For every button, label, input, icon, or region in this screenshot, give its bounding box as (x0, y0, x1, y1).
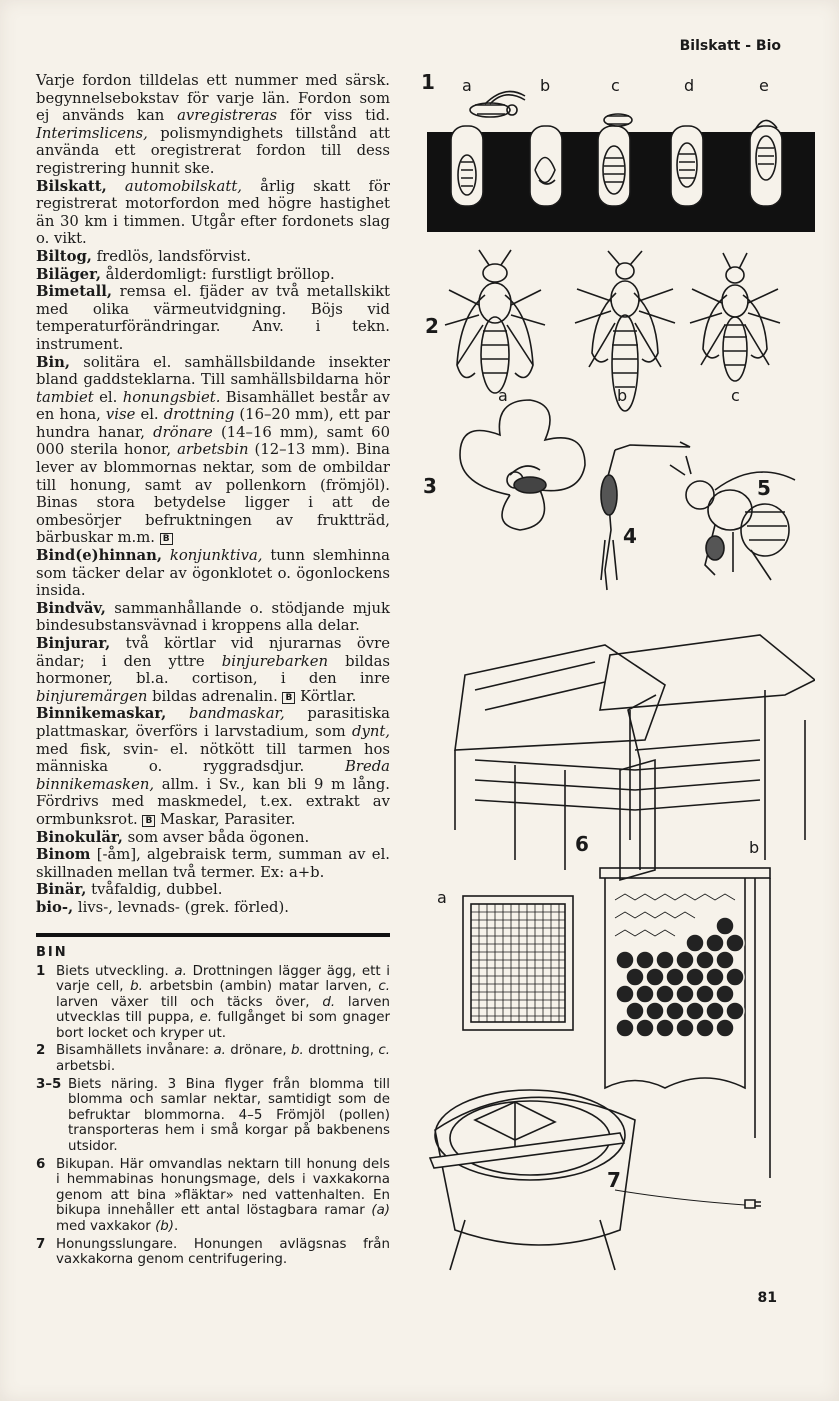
entry-text: Interimslicens, (36, 124, 148, 142)
entry-text: Drottningen lägger ägg, ett i varje cell, (56, 963, 390, 995)
caption-number: 2 (36, 1043, 46, 1059)
entry-text: Körtlar. (295, 687, 357, 705)
figure-2-sub-a: a (498, 386, 508, 405)
entry-text: Honungsslungare. Honungen avlägsnas från vaxkakorna genom centrifugering. (56, 1236, 390, 1268)
entry-text: fredlös, landsförvist. (91, 247, 252, 265)
entry-text: drottning, (303, 1043, 379, 1059)
entry-text: honungsbiet. (122, 388, 221, 406)
entry-text: . (174, 1219, 179, 1234)
caption-title: BIN (36, 944, 68, 960)
running-head: Bilskatt - Bio (679, 38, 781, 54)
entry-text: bildas hormoner, bl.a. cortison, i den inre (36, 652, 391, 688)
entry-text: larven växer till och täcks över, (56, 994, 323, 1010)
cross-reference-icon: B (282, 692, 295, 704)
bee-illustrations (415, 70, 815, 1285)
entry-text: arbetsbin (ambin) matar larven, (142, 979, 379, 995)
entry-text: b. (130, 979, 143, 995)
entry-text: fullgånget bi som gnager bort locket och kryper ut. (56, 1010, 390, 1041)
entry-text: remsa el. fjäder av två metallskikt med olika värmeutvidgning. Böjs vid temperaturförändringar. Anv. i tekn. instrument. (36, 283, 390, 353)
dictionary-entry (36, 829, 390, 847)
figure-7-label: 7 (607, 1168, 621, 1192)
dictionary-entry (36, 899, 390, 917)
entry-text: med vaxkakor (56, 1219, 156, 1234)
entry-text: binjurebarken (221, 652, 329, 670)
entry-text: arbetsbin (177, 441, 249, 459)
entry-text: Maskar, Parasiter. (155, 810, 296, 828)
entry-text: (12–13 mm). Bina lever av blommornas nektar, som de ombildar till honung, samt av pollenkorn (frömjöl). Binas stora betydelse ligger i att de ombesörjer befruktningen av fruktträd, bärbuskar m.m. (36, 441, 390, 547)
figure-4-pollen-basket (601, 442, 690, 590)
figure-1-sub-a: a (462, 76, 472, 95)
figure-4-label: 4 (623, 524, 637, 548)
figure-1-label: 1 (421, 70, 435, 94)
entry-text: avregistreras (177, 107, 278, 125)
cross-reference-icon: B (142, 815, 155, 827)
entry-text (166, 705, 189, 722)
figure-5-bee-with-pollen (670, 456, 795, 580)
dictionary-entry (36, 881, 390, 899)
dictionary-entry (36, 178, 390, 248)
entry-text: vise (105, 406, 136, 424)
caption-item (36, 1043, 390, 1074)
entry-text: Biets näring. 3 Bina flyger från blomma till blomma och samlar nektar, samtidigt som de befruktar blommorna. 4–5 Frömjöl (pollen) transporteras hem i små korgar på bakbenens utsidor. (68, 1076, 390, 1155)
dictionary-entry (36, 635, 390, 705)
caption-item (36, 1077, 390, 1155)
entry-text: a. (174, 963, 187, 979)
figure-6-label: 6 (575, 832, 589, 856)
entry-text: parasitiska plattmaskar, överförs i larvstadium, som (36, 705, 390, 740)
figure-5-label: 5 (757, 476, 771, 500)
headword: Binom (36, 846, 91, 864)
entry-text: el. (93, 388, 123, 406)
entry-text: automobilskatt, (124, 177, 242, 195)
entry-text: årlig skatt för registrerat motorfordon med högre hastighet än 30 km i timmen. Utgår efter fordonets slag o. vikt. (36, 177, 390, 248)
entry-text: Varje fordon tilldelas ett nummer med särsk. begynnelsebokstav för varje län. Fordon som ej används kan (36, 72, 390, 125)
caption-number: 6 (36, 1156, 46, 1172)
caption-text (56, 964, 390, 1042)
entry-text: (14–16 mm), samt 60 000 sterila honor, (36, 423, 391, 459)
headword: Binnikemaskar, (36, 705, 167, 723)
caption-number: 3–5 (36, 1076, 62, 1092)
entry-text: (16–20 mm), ett par hundra hanar, (36, 406, 391, 441)
entry-text: arbetsbi. (56, 1059, 116, 1075)
entry-text: drönare, (225, 1043, 291, 1059)
caption-number: 7 (36, 1236, 46, 1252)
caption-item (36, 964, 390, 1042)
dictionary-entry (36, 72, 390, 178)
dictionary-entry (36, 846, 390, 881)
entry-text: drottning (163, 406, 235, 424)
figure-1-comb-section (427, 92, 815, 233)
dictionary-entry (36, 248, 390, 266)
headword: Bindväv, (36, 599, 106, 617)
entry-text: Breda binnikemasken, (36, 758, 390, 793)
entry-text (107, 178, 125, 195)
entry-text: med fisk, svin- el. nötkött till tarmen hos människa o. ryggradsdjur. (36, 740, 390, 776)
entry-text: bandmaskar, (188, 705, 285, 723)
cross-reference-icon: B (160, 533, 173, 545)
entry-text: binjuremärgen (36, 687, 148, 705)
figure-2-sub-c: c (731, 386, 740, 405)
page-number: 81 (757, 1290, 777, 1306)
entry-text: sammanhållande o. stödjande mjuk bindesubstansvävnad i kroppens alla delar. (36, 599, 390, 635)
entry-text: som avser båda ögonen. (122, 828, 310, 846)
entry-text: Biets utveckling. (56, 963, 175, 979)
entry-text: e. (199, 1010, 212, 1026)
figure-6a-frame (463, 896, 573, 1030)
entry-text (162, 547, 170, 564)
entry-text: b. (290, 1043, 304, 1059)
headword: Binokulär, (36, 828, 123, 846)
caption-rule (36, 933, 390, 937)
figure-7-honey-extractor (430, 1090, 761, 1270)
caption-text (56, 1043, 390, 1074)
entry-text: för viss tid. (277, 107, 390, 125)
dictionary-entries (36, 72, 390, 917)
figure-2-bee-castes (445, 250, 780, 411)
entry-text: polismyndighets tillstånd att använda ett oregistrerat fordon till dess registrering hunnit ske. (36, 124, 390, 177)
entry-text: drönare (153, 423, 213, 441)
figure-2-label: 2 (425, 314, 439, 338)
figure-captions (36, 964, 390, 1268)
entry-text: Bisamhället består av en hona, (36, 388, 390, 424)
figure-1-sub-d: d (684, 76, 695, 95)
headword: Bilskatt, (36, 177, 107, 195)
dictionary-entry (36, 266, 390, 284)
entry-text: (b) (155, 1219, 175, 1234)
headword: Biläger, (36, 265, 101, 283)
entry-text: d. (322, 994, 336, 1010)
figure-6-sub-a: a (437, 888, 447, 907)
entry-text: c. (378, 979, 391, 995)
entry-text: tambiet (36, 388, 94, 406)
text-column (36, 72, 390, 1270)
caption-item (36, 1237, 390, 1268)
entry-text: allm. i Sv., kan bli 9 m lång. Fördrivs med maskmedel, t.ex. extrakt av ormbunksrot. (36, 775, 390, 828)
entry-text: el. (135, 406, 164, 424)
dictionary-entry (36, 705, 390, 828)
dictionary-entry (36, 600, 390, 635)
caption-item (36, 1157, 390, 1235)
entry-text: tvåfaldig, dubbel. (86, 881, 223, 899)
figure-6-sub-b: b (749, 838, 760, 857)
entry-text: bildas adrenalin. (147, 687, 283, 705)
entry-text: livs-, levnads- (grek. förled). (73, 898, 289, 916)
entry-text: konjunktiva, (169, 547, 263, 565)
caption-number: 1 (36, 963, 46, 979)
entry-text: tunn slemhinna som täcker delar av ögonklotet o. ögonlockens insida. (36, 547, 390, 600)
entry-text: ålderdomligt: furstligt bröllop. (100, 265, 335, 283)
headword: Bimetall, (36, 283, 113, 301)
figure-2-sub-b: b (617, 386, 628, 405)
figure-1-sub-e: e (759, 76, 769, 95)
entry-text: två körtlar vid njurarnas övre ändar; i den yttre (36, 635, 390, 670)
figure-1-sub-c: c (611, 76, 620, 95)
figure-3-flower (460, 400, 585, 530)
entry-text: [-åm], algebraisk term, summan av el. skillnaden mellan två termer. Ex: a+b. (36, 846, 390, 881)
figure-6-beehive (455, 635, 815, 880)
entry-text: larven utvecklas till puppa, (56, 994, 390, 1026)
entry-text: Bikupan. Här omvandlas nektarn till honung dels i hemmabinas honungsmage, dels i vaxkakorna genom att bina »fläktar» ned vattenhalten. En bikupa innehåller ett antal löstagbara ramar (56, 1156, 390, 1219)
caption-text (56, 1237, 390, 1268)
headword: Biltog, (36, 247, 92, 265)
caption-text (68, 1077, 390, 1155)
headword: Binär, (36, 881, 87, 899)
entry-text: c. (378, 1043, 390, 1059)
headword: bio-, (36, 898, 74, 916)
dictionary-entry (36, 547, 390, 600)
caption-text (56, 1157, 390, 1235)
dictionary-entry (36, 354, 390, 548)
entry-text: (a) (371, 1203, 390, 1219)
headword: Bind(e)hinnan, (36, 547, 163, 565)
illustration-column (415, 70, 815, 1285)
figure-3-label: 3 (423, 474, 437, 498)
dictionary-entry (36, 283, 390, 353)
figure-1-sub-b: b (540, 76, 551, 95)
entry-text: dynt, (351, 722, 390, 740)
headword: Binjurar, (36, 635, 111, 652)
entry-text: a. (213, 1043, 226, 1059)
entry-text: solitära el. samhällsbildande insekter bland gaddsteklarna. Till samhällsbildarna hör (36, 353, 390, 389)
entry-text: Bisamhällets invånare: (56, 1043, 214, 1059)
headword: Bin, (36, 353, 71, 371)
